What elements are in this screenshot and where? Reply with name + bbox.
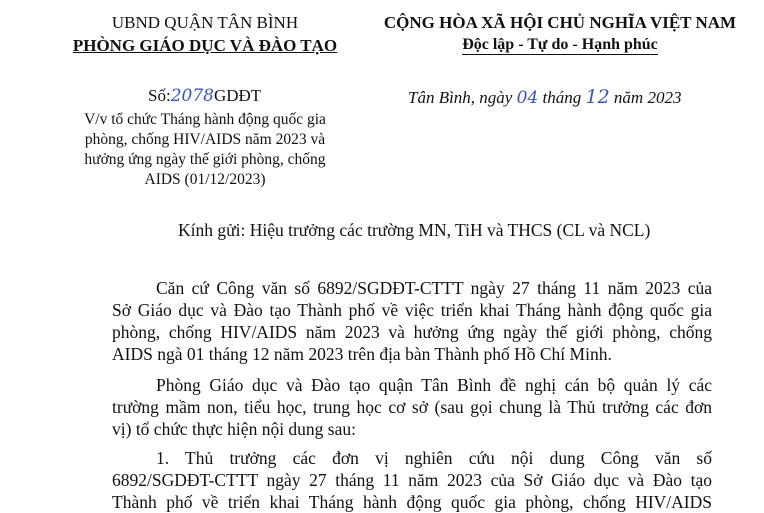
para2-line-1: Phòng Giáo dục và Đào tạo quận Tân Bình đề nghị cán bộ quản lý các	[156, 375, 712, 395]
doc-no-handwritten: 2078	[170, 86, 214, 106]
national-motto	[368, 36, 752, 54]
para3-line-3: Thành phố về triển khai Tháng hành động quốc gia phòng, chống HIV/AIDS	[112, 492, 712, 512]
date-mid: tháng	[542, 88, 582, 107]
subject-line-3: hưởng ứng ngày thế giới phòng, chống	[84, 151, 326, 168]
para1-line-3: phòng, chống HIV/AIDS năm 2023 và hưởng ứng ngày thế giới phòng, chống	[112, 322, 712, 342]
issue-date	[408, 86, 681, 108]
national-motto-text: Độc lập - Tự do - Hạnh phúc	[462, 36, 658, 53]
para2-line-2: trường mầm non, tiểu học, trung học cơ sở (sau gọi chung là Thủ trưởng các đơn	[112, 397, 712, 417]
national-title: CỘNG HÒA XÃ HỘI CHỦ NGHĨA VIỆT NAM	[383, 13, 737, 32]
document-number	[148, 86, 261, 106]
issuer-department: PHÒNG GIÁO DỤC VÀ ĐÀO TẠO	[72, 36, 338, 55]
subject-line-1: V/v tổ chức Tháng hành động quốc gia	[84, 111, 326, 128]
para3-line-1: 1. Thủ trưởng các đơn vị nghiên cứu nội dung Công văn số	[156, 448, 712, 468]
para1-line-2: Sở Giáo dục và Đào tạo Thành phố về việc triển khai Tháng hành động quốc gia	[112, 300, 712, 320]
para3-line-2: 6892/SGDĐT-CTTT ngày 27 tháng 11 năm 2023 của Sở Giáo dục và Đào tạo	[112, 470, 712, 490]
doc-no-suffix: GDĐT	[213, 86, 262, 105]
para1-line-4: AIDS ngà 01 tháng 12 năm 2023 trên địa bàn Thành phố Hồ Chí Minh.	[112, 344, 612, 364]
para1-line-1: Căn cứ Công văn số 6892/SGDĐT-CTTT ngày 27 tháng 11 năm 2023 của	[156, 278, 712, 298]
date-prefix: Tân Bình, ngày	[408, 88, 513, 107]
issuer-authority: UBND QUẬN TÂN BÌNH	[111, 13, 299, 32]
date-suffix: năm 2023	[613, 88, 682, 107]
month-handwritten: 12	[585, 86, 610, 108]
para2-line-3: vị) tổ chức thực hiện nội dung sau:	[112, 419, 356, 439]
recipient-line: Kính gửi: Hiệu trưởng các trường MN, TiH và THCS (CL và NCL)	[178, 220, 651, 240]
subject-line-4: AIDS (01/12/2023)	[144, 171, 266, 188]
doc-no-prefix: Số:	[148, 86, 171, 105]
subject-line-2: phòng, chống HIV/AIDS năm 2023 và	[84, 131, 326, 148]
day-handwritten: 04	[516, 88, 539, 108]
